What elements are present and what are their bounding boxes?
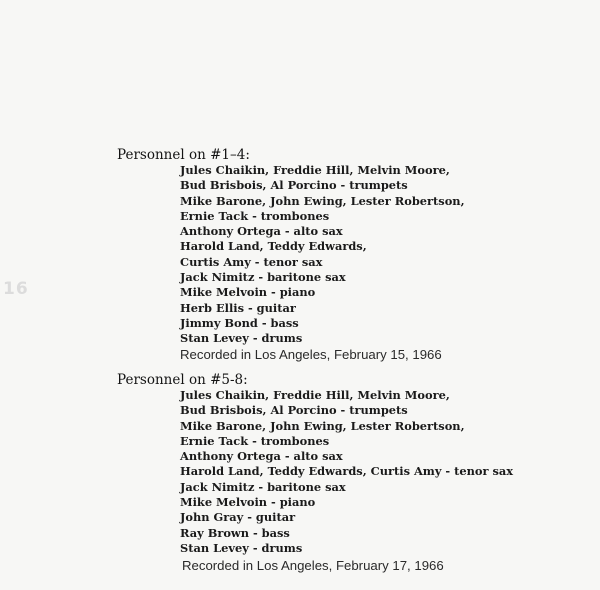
personnel-line: Curtis Amy - tenor sax (180, 254, 323, 269)
personnel-line: Jules Chaikin, Freddie Hill, Melvin Moore, (180, 388, 450, 402)
personnel-line: Bud Brisbois, Al Porcino - trumpets (180, 178, 408, 193)
personnel-line: Harold Land, Teddy Edwards, Curtis Amy - tenor sax (180, 464, 514, 479)
section-heading-2: Personnel on #5-8: (117, 372, 248, 388)
personnel-line: Bud Brisbois, Al Porcino - trumpets (180, 403, 408, 418)
page-number: 16 (3, 279, 29, 299)
personnel-line: Stan Levey - drums (180, 540, 303, 555)
recording-info-1: Recorded in Los Angeles, February 15, 1966 (180, 347, 442, 362)
personnel-line: Anthony Ortega - alto sax (180, 224, 343, 239)
recording-info-2: Recorded in Los Angeles, February 17, 1966 (182, 558, 444, 573)
personnel-line: Jack Nimitz - baritone sax (180, 479, 346, 494)
personnel-line: Ernie Tack - trombones (180, 208, 330, 223)
personnel-line: Harold Land, Teddy Edwards, (180, 239, 367, 254)
personnel-list-1 (180, 163, 465, 347)
personnel-line: Mike Melvoin - piano (180, 495, 316, 510)
personnel-line: Anthony Ortega - alto sax (180, 449, 343, 464)
personnel-line: Stan Levey - drums (180, 331, 303, 346)
personnel-line: Jimmy Bond - bass (180, 315, 299, 330)
section-heading-1: Personnel on #1–4: (117, 147, 250, 163)
personnel-line: Herb Ellis - guitar (180, 300, 296, 315)
personnel-line: Ray Brown - bass (180, 525, 290, 540)
personnel-line: Jack Nimitz - baritone sax (180, 270, 346, 285)
personnel-line: John Gray - guitar (180, 510, 296, 525)
personnel-line: Mike Barone, John Ewing, Lester Robertson, (180, 193, 465, 208)
personnel-line: Mike Melvoin - piano (180, 285, 316, 300)
personnel-line: Ernie Tack - trombones (180, 433, 330, 448)
personnel-line: Mike Barone, John Ewing, Lester Robertson, (180, 418, 465, 433)
personnel-list-2 (180, 388, 513, 556)
personnel-line: Jules Chaikin, Freddie Hill, Melvin Moore, (180, 163, 450, 177)
